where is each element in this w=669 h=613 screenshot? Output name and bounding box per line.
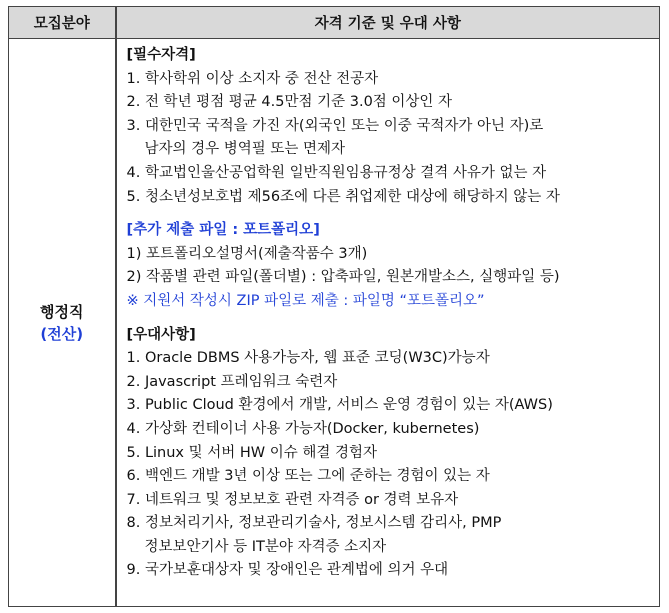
- table-row: [9, 39, 660, 607]
- additional-item-1: 1) 포트폴리오설명서(제출작품수 3개): [126, 245, 368, 262]
- requirements-table: [8, 6, 660, 607]
- required-item-1: 1. 학사학위 이상 소지자 중 전산 전공자: [126, 70, 379, 87]
- required-item-2: 2. 전 학년 평점 평균 4.5만점 기준 3.0점 이상인 자: [126, 94, 453, 111]
- section-spacer: [127, 209, 654, 219]
- section-spacer: [127, 314, 654, 324]
- required-item-3: 3. 대한민국 국적을 가진 자(외국인 또는 이중 국적자가 아닌 자)로: [126, 117, 544, 134]
- table-header-row: [9, 7, 660, 39]
- preferred-item-3: 3. Public Cloud 환경에서 개발, 서비스 운영 경험이 있는 자(AWS): [126, 397, 553, 414]
- preferred-item-8: 8. 정보처리기사, 정보관리기술사, 정보시스템 감리사, PMP: [126, 515, 502, 532]
- additional-note: ※ 지원서 작성시 ZIP 파일로 제출 : 파일명 “포트폴리오”: [126, 292, 485, 309]
- additional-item-2: 2) 작품별 관련 파일(폴더별) : 압축파일, 원본개발소스, 실행파일 등): [126, 269, 560, 286]
- required-item-3-cont: 남자의 경우 병역필 또는 면제자: [144, 141, 346, 158]
- required-item-4: 4. 학교법인울산공업학원 일반직원임용규정상 결격 사유가 없는 자: [126, 164, 547, 181]
- preferred-item-8-cont: 정보보안기사 등 IT분야 자격증 소지자: [144, 538, 387, 555]
- preferred-item-6: 6. 백엔드 개발 3년 이상 또는 그에 준하는 경험이 있는 자: [126, 468, 490, 485]
- header-field: 모집분야: [9, 7, 116, 39]
- preferred-item-4: 4. 가상화 컨테이너 사용 가능자(Docker, kubernetes): [126, 420, 480, 437]
- additional-section-title: [추가 제출 파일 : 포트폴리오]: [126, 222, 320, 239]
- criteria-cell: [116, 39, 660, 607]
- field-subtitle: (전산): [40, 324, 84, 343]
- header-criteria: 자격 기준 및 우대 사항: [116, 7, 660, 39]
- preferred-item-9: 9. 국가보훈대상자 및 장애인은 관계법에 의거 우대: [126, 562, 449, 579]
- preferred-section-title: [우대사항]: [126, 326, 196, 343]
- preferred-item-7: 7. 네트워크 및 정보보호 관련 자격증 or 경력 보유자: [126, 491, 459, 508]
- required-item-5: 5. 청소년성보호법 제56조에 다른 취업제한 대상에 해당하지 않는 자: [126, 188, 560, 205]
- field-cell: [9, 39, 116, 607]
- required-section-title: [필수자격]: [126, 47, 196, 63]
- preferred-item-2: 2. Javascript 프레임워크 숙련자: [126, 373, 338, 390]
- preferred-item-1: 1. Oracle DBMS 사용가능자, 웹 표준 코딩(W3C)가능자: [126, 350, 490, 367]
- field-title: 행정직: [40, 302, 84, 321]
- preferred-item-5: 5. Linux 및 서버 HW 이슈 해결 경험자: [126, 444, 377, 461]
